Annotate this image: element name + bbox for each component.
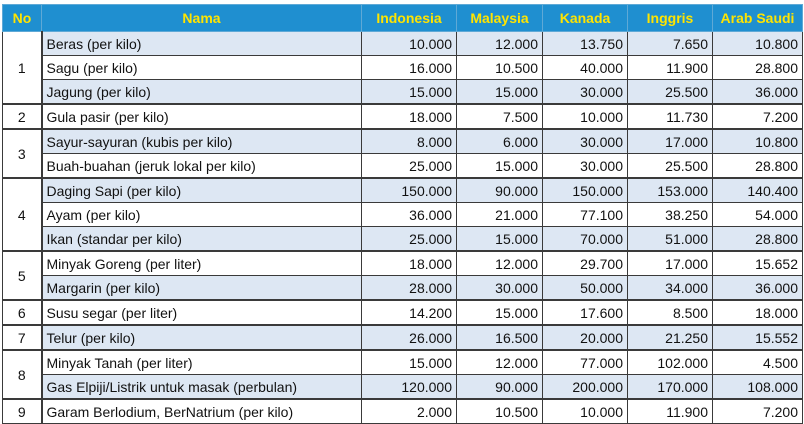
item-name-cell: Minyak Goreng (per liter) — [42, 251, 362, 276]
price-cell-malaysia: 30.000 — [457, 276, 543, 301]
price-cell-indonesia: 15.000 — [362, 350, 457, 375]
item-name-cell: Sayur-sayuran (kubis per kilo) — [42, 129, 362, 154]
price-cell-kanada: 200.000 — [543, 375, 628, 400]
item-name-cell: Beras (per kilo) — [42, 32, 362, 56]
price-cell-kanada: 30.000 — [543, 80, 628, 105]
item-name-cell: Gas Elpiji/Listrik untuk masak (perbulan) — [42, 375, 362, 400]
price-cell-malaysia: 21.000 — [457, 203, 543, 227]
price-cell-indonesia: 26.000 — [362, 325, 457, 350]
table-body — [3, 32, 803, 424]
price-cell-inggris: 25.500 — [628, 80, 713, 105]
price-cell-kanada: 70.000 — [543, 227, 628, 252]
price-cell-malaysia: 12.000 — [457, 350, 543, 375]
price-cell-kanada: 40.000 — [543, 56, 628, 80]
price-cell-kanada: 29.700 — [543, 251, 628, 276]
row-number: 4 — [3, 178, 42, 251]
price-cell-kanada: 30.000 — [543, 154, 628, 179]
table-row — [3, 399, 803, 424]
price-cell-inggris: 7.650 — [628, 32, 713, 56]
row-number: 8 — [3, 350, 42, 399]
header-kanada: Kanada — [543, 5, 628, 32]
table-row — [3, 350, 803, 375]
item-name-cell: Garam Berlodium, BerNatrium (per kilo) — [42, 399, 362, 424]
price-cell-inggris: 21.250 — [628, 325, 713, 350]
price-cell-malaysia: 15.000 — [457, 227, 543, 252]
price-cell-indonesia: 15.000 — [362, 80, 457, 105]
price-cell-malaysia: 90.000 — [457, 375, 543, 400]
price-cell-inggris: 11.730 — [628, 104, 713, 129]
table-row — [3, 129, 803, 154]
price-cell-inggris: 51.000 — [628, 227, 713, 252]
row-number: 2 — [3, 104, 42, 129]
header-nama: Nama — [42, 5, 362, 32]
price-cell-arab-saudi: 54.000 — [713, 203, 803, 227]
price-cell-malaysia: 15.000 — [457, 80, 543, 105]
price-cell-arab-saudi: 28.800 — [713, 154, 803, 179]
table-row — [3, 251, 803, 276]
table-row — [3, 178, 803, 203]
price-cell-kanada: 20.000 — [543, 325, 628, 350]
price-cell-malaysia: 10.500 — [457, 399, 543, 424]
table-row — [3, 154, 803, 179]
price-cell-kanada: 150.000 — [543, 178, 628, 203]
item-name-cell: Sagu (per kilo) — [42, 56, 362, 80]
price-comparison-table — [2, 4, 803, 424]
item-name-cell: Jagung (per kilo) — [42, 80, 362, 105]
price-cell-arab-saudi: 7.200 — [713, 104, 803, 129]
table-row — [3, 325, 803, 350]
price-cell-arab-saudi: 18.000 — [713, 300, 803, 325]
table-row — [3, 32, 803, 56]
price-cell-inggris: 153.000 — [628, 178, 713, 203]
price-cell-indonesia: 150.000 — [362, 178, 457, 203]
table-row — [3, 104, 803, 129]
price-cell-malaysia: 15.000 — [457, 300, 543, 325]
price-cell-arab-saudi: 108.000 — [713, 375, 803, 400]
price-cell-indonesia: 2.000 — [362, 399, 457, 424]
price-cell-arab-saudi: 36.000 — [713, 80, 803, 105]
price-cell-inggris: 102.000 — [628, 350, 713, 375]
price-cell-arab-saudi: 15.652 — [713, 251, 803, 276]
price-cell-indonesia: 25.000 — [362, 154, 457, 179]
header-no: No — [3, 5, 42, 32]
header-arab-saudi: Arab Saudi — [713, 5, 803, 32]
price-cell-indonesia: 14.200 — [362, 300, 457, 325]
header-inggris: Inggris — [628, 5, 713, 32]
price-cell-arab-saudi: 10.800 — [713, 32, 803, 56]
price-cell-malaysia: 16.500 — [457, 325, 543, 350]
price-cell-indonesia: 8.000 — [362, 129, 457, 154]
price-cell-arab-saudi: 10.800 — [713, 129, 803, 154]
item-name-cell: Susu segar (per liter) — [42, 300, 362, 325]
table-row — [3, 375, 803, 400]
item-name-cell: Gula pasir (per kilo) — [42, 104, 362, 129]
price-cell-inggris: 38.250 — [628, 203, 713, 227]
price-cell-malaysia: 6.000 — [457, 129, 543, 154]
item-name-cell: Telur (per kilo) — [42, 325, 362, 350]
price-cell-kanada: 13.750 — [543, 32, 628, 56]
item-name-cell: Minyak Tanah (per liter) — [42, 350, 362, 375]
header-malaysia: Malaysia — [457, 5, 543, 32]
table-row — [3, 56, 803, 80]
price-cell-malaysia: 12.000 — [457, 251, 543, 276]
header-row — [3, 5, 803, 32]
price-cell-indonesia: 36.000 — [362, 203, 457, 227]
row-number: 7 — [3, 325, 42, 350]
price-cell-malaysia: 12.000 — [457, 32, 543, 56]
item-name-cell: Ikan (standar per kilo) — [42, 227, 362, 252]
price-cell-indonesia: 28.000 — [362, 276, 457, 301]
price-cell-indonesia: 18.000 — [362, 251, 457, 276]
table-row — [3, 300, 803, 325]
table-header — [3, 5, 803, 32]
item-name-cell: Buah-buahan (jeruk lokal per kilo) — [42, 154, 362, 179]
price-cell-indonesia: 10.000 — [362, 32, 457, 56]
price-cell-arab-saudi: 15.552 — [713, 325, 803, 350]
item-name-cell: Margarin (per kilo) — [42, 276, 362, 301]
row-number: 5 — [3, 251, 42, 300]
price-cell-kanada: 30.000 — [543, 129, 628, 154]
table-row — [3, 227, 803, 252]
table-row — [3, 276, 803, 301]
price-cell-indonesia: 16.000 — [362, 56, 457, 80]
price-cell-kanada: 50.000 — [543, 276, 628, 301]
price-cell-arab-saudi: 7.200 — [713, 399, 803, 424]
price-cell-inggris: 8.500 — [628, 300, 713, 325]
price-cell-arab-saudi: 140.400 — [713, 178, 803, 203]
price-cell-inggris: 17.000 — [628, 251, 713, 276]
price-cell-kanada: 77.100 — [543, 203, 628, 227]
price-cell-inggris: 11.900 — [628, 399, 713, 424]
table-row — [3, 203, 803, 227]
price-cell-malaysia: 7.500 — [457, 104, 543, 129]
price-cell-malaysia: 15.000 — [457, 154, 543, 179]
header-indonesia: Indonesia — [362, 5, 457, 32]
row-number: 1 — [3, 32, 42, 105]
price-cell-inggris: 11.900 — [628, 56, 713, 80]
price-cell-kanada: 10.000 — [543, 399, 628, 424]
item-name-cell: Daging Sapi (per kilo) — [42, 178, 362, 203]
price-cell-inggris: 25.500 — [628, 154, 713, 179]
price-cell-malaysia: 10.500 — [457, 56, 543, 80]
price-cell-arab-saudi: 36.000 — [713, 276, 803, 301]
price-cell-kanada: 10.000 — [543, 104, 628, 129]
price-cell-indonesia: 25.000 — [362, 227, 457, 252]
price-cell-kanada: 77.000 — [543, 350, 628, 375]
row-number: 3 — [3, 129, 42, 178]
price-cell-arab-saudi: 28.800 — [713, 56, 803, 80]
price-cell-arab-saudi: 28.800 — [713, 227, 803, 252]
row-number: 9 — [3, 399, 42, 424]
price-cell-inggris: 34.000 — [628, 276, 713, 301]
price-cell-inggris: 17.000 — [628, 129, 713, 154]
price-cell-arab-saudi: 4.500 — [713, 350, 803, 375]
price-cell-indonesia: 120.000 — [362, 375, 457, 400]
price-cell-inggris: 170.000 — [628, 375, 713, 400]
row-number: 6 — [3, 300, 42, 325]
price-cell-kanada: 17.600 — [543, 300, 628, 325]
price-cell-indonesia: 18.000 — [362, 104, 457, 129]
price-cell-malaysia: 90.000 — [457, 178, 543, 203]
item-name-cell: Ayam (per kilo) — [42, 203, 362, 227]
table-row — [3, 80, 803, 105]
